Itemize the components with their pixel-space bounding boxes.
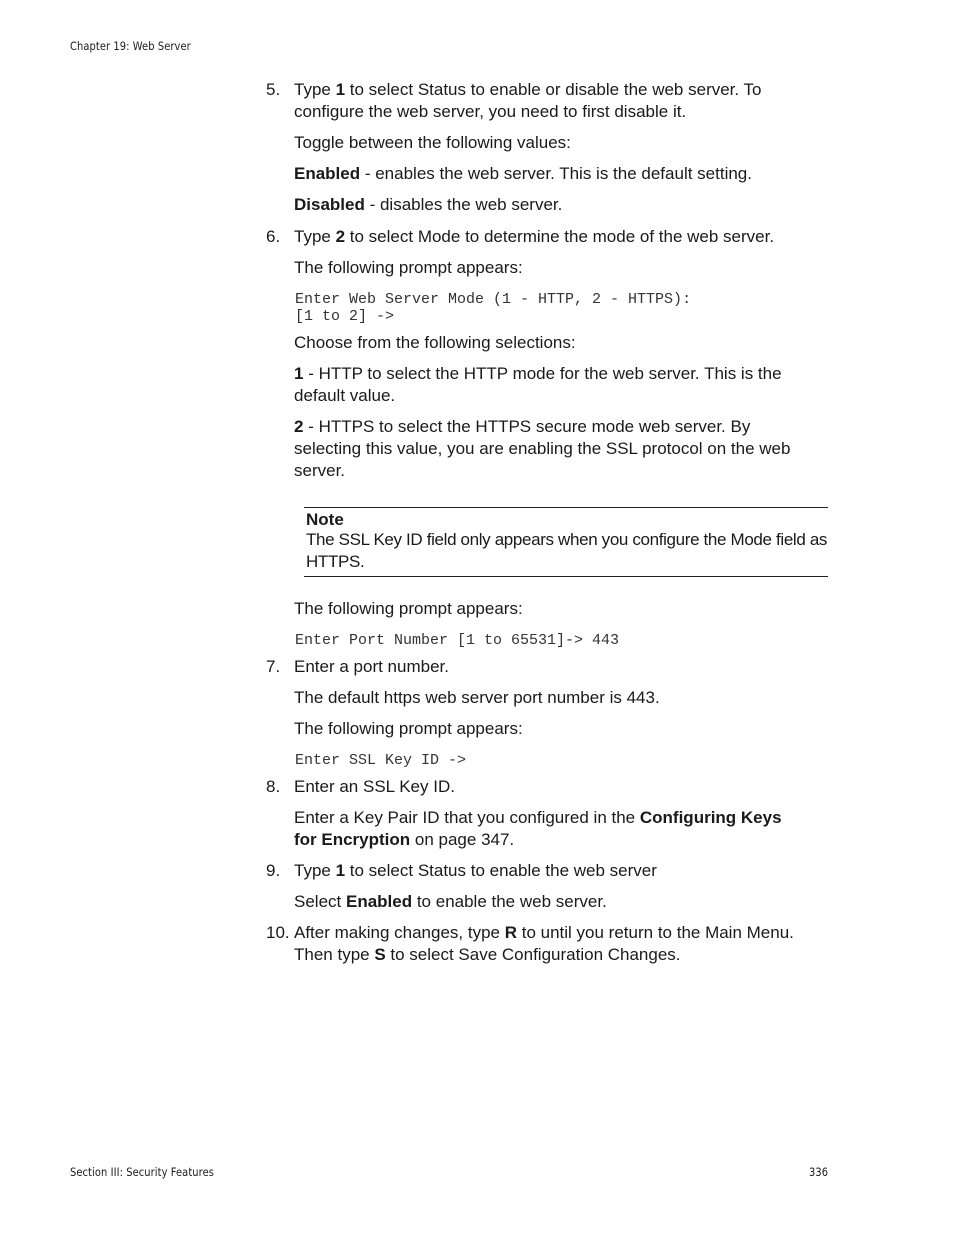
note-title: Note [306, 510, 344, 529]
note-text: The SSL Key ID field only appears when you configure the Mode field as HTTPS. [306, 530, 828, 571]
https-option: 2 - HTTPS to select the HTTPS secure mode web server. By selecting this value, you are enabling the SSL protocol on the web server. [294, 417, 791, 480]
step-number: 8. [266, 777, 281, 796]
step-10-text: After making changes, type R to until you return to the Main Menu. Then type S to select Save Configuration Changes. [294, 923, 794, 964]
step-number: 7. [266, 657, 281, 676]
step-7-text: Enter a port number. [294, 657, 449, 676]
code-prompt-ssl: Enter SSL Key ID -> [295, 752, 467, 769]
cross-reference-link[interactable]: Configuring Keys for Encryption [294, 808, 782, 849]
prompt-intro: The following prompt appears: [294, 719, 523, 738]
default-port-text: The default https web server port number is 443. [294, 688, 660, 707]
step-number: 10. [266, 923, 290, 942]
step-9-text: Type 1 to select Status to enable the web server [294, 861, 657, 880]
key-pair-text: Enter a Key Pair ID that you configured in the Configuring Keys for Encryption on page 347. [294, 808, 782, 849]
step-8-text: Enter an SSL Key ID. [294, 777, 455, 796]
enabled-option: Enabled - enables the web server. This is the default setting. [294, 164, 752, 183]
toggle-intro: Toggle between the following values: [294, 133, 571, 152]
choose-intro: Choose from the following selections: [294, 333, 576, 352]
code-prompt-mode-line1: Enter Web Server Mode (1 - HTTP, 2 - HTTPS): [295, 291, 692, 308]
disabled-option: Disabled - disables the web server. [294, 195, 563, 214]
step-number: 6. [266, 227, 281, 246]
step-number: 9. [266, 861, 281, 880]
code-prompt-port: Enter Port Number [1 to 65531]-> 443 [295, 632, 620, 649]
prompt-intro: The following prompt appears: [294, 258, 523, 277]
page-number: 336 [809, 1165, 829, 1179]
running-header: Chapter 19: Web Server [70, 39, 191, 53]
running-footer: Section III: Security Features [70, 1165, 214, 1179]
note-box [304, 507, 828, 577]
prompt-intro: The following prompt appears: [294, 599, 523, 618]
step-6-text: Type 2 to select Mode to determine the mode of the web server. [294, 227, 775, 246]
step-number: 5. [266, 80, 281, 99]
select-enabled-text: Select Enabled to enable the web server. [294, 892, 607, 911]
http-option: 1 - HTTP to select the HTTP mode for the web server. This is the default value. [294, 364, 782, 405]
code-prompt-mode-line2: [1 to 2] -> [295, 308, 395, 325]
step-5-text: Type 1 to select Status to enable or disable the web server. To configure the web server, you need to first disable it. [294, 80, 762, 121]
